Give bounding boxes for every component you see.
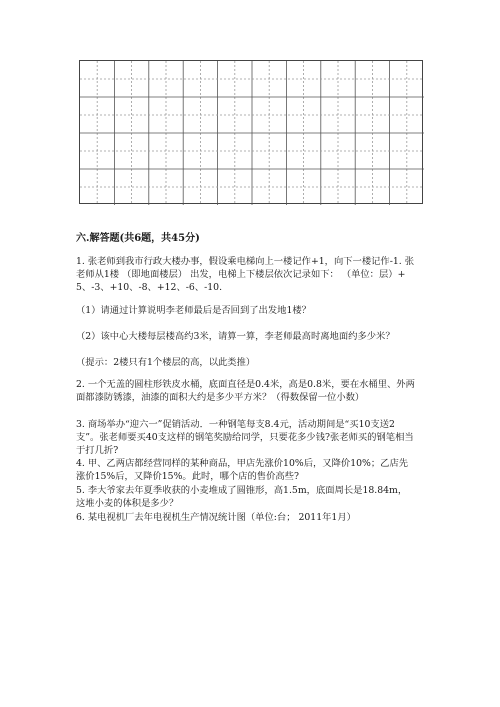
section-title: 六.解答题(共6题，共45分) [76,233,200,244]
question-1-hint: （提示：2楼只有1个楼层的高，以此类推） [76,357,256,368]
answer-grid [79,60,423,204]
question-1-text: 1. 张老师到我市行政大楼办事，假设乘电梯向上一楼记作+1，向下一楼记作-1. 张老师从1楼 （即地面楼层） 出发，电梯上下楼层依次记录如下： （单位：层）+5、-3、+10、-8、+12、-6、-10. [76,256,414,293]
question-2-text: 2. 一个无盖的圆柱形铁皮水桶，底面直径是0.4米，高是0.8米，要在水桶里、外两面都漆防锈漆，油漆的面积大约是多少平方米？（得数保留一位小数） [76,379,415,403]
grid-lines [80,61,424,205]
question-1-sub-2: （2）该中心大楼每层楼高约3米，请算一算，李老师最高时离地面约多少米？ [76,331,395,342]
question-1-sub-1: （1）请通过计算说明李老师最后是否回到了出发地1楼？ [76,305,311,316]
question-5-text: 5. 李大爷家去年夏季收获的小麦堆成了圆锥形，高1.5m，底面周长是18.84m，这堆小麦的体积是多少？ [76,485,408,509]
question-6-text: 6. 某电视机厂去年电视机生产情况统计图（单位:台； 2011年1月） [76,512,356,523]
question-4-text: 4. 甲、乙两店都经营同样的某种商品，甲店先涨价10%后，又降价10%；乙店先涨价15%后，又降价15%。此时，哪个店的售价高些? [76,458,409,482]
question-3-text: 3. 商场举办“迎六一”促销活动．一种钢笔每支8.4元，活动期间是“买10支送2支”。张老师要买40支这样的钢笔奖励给同学，只要花多少钱?张老师买的钢笔相当于打几折? [76,419,414,456]
